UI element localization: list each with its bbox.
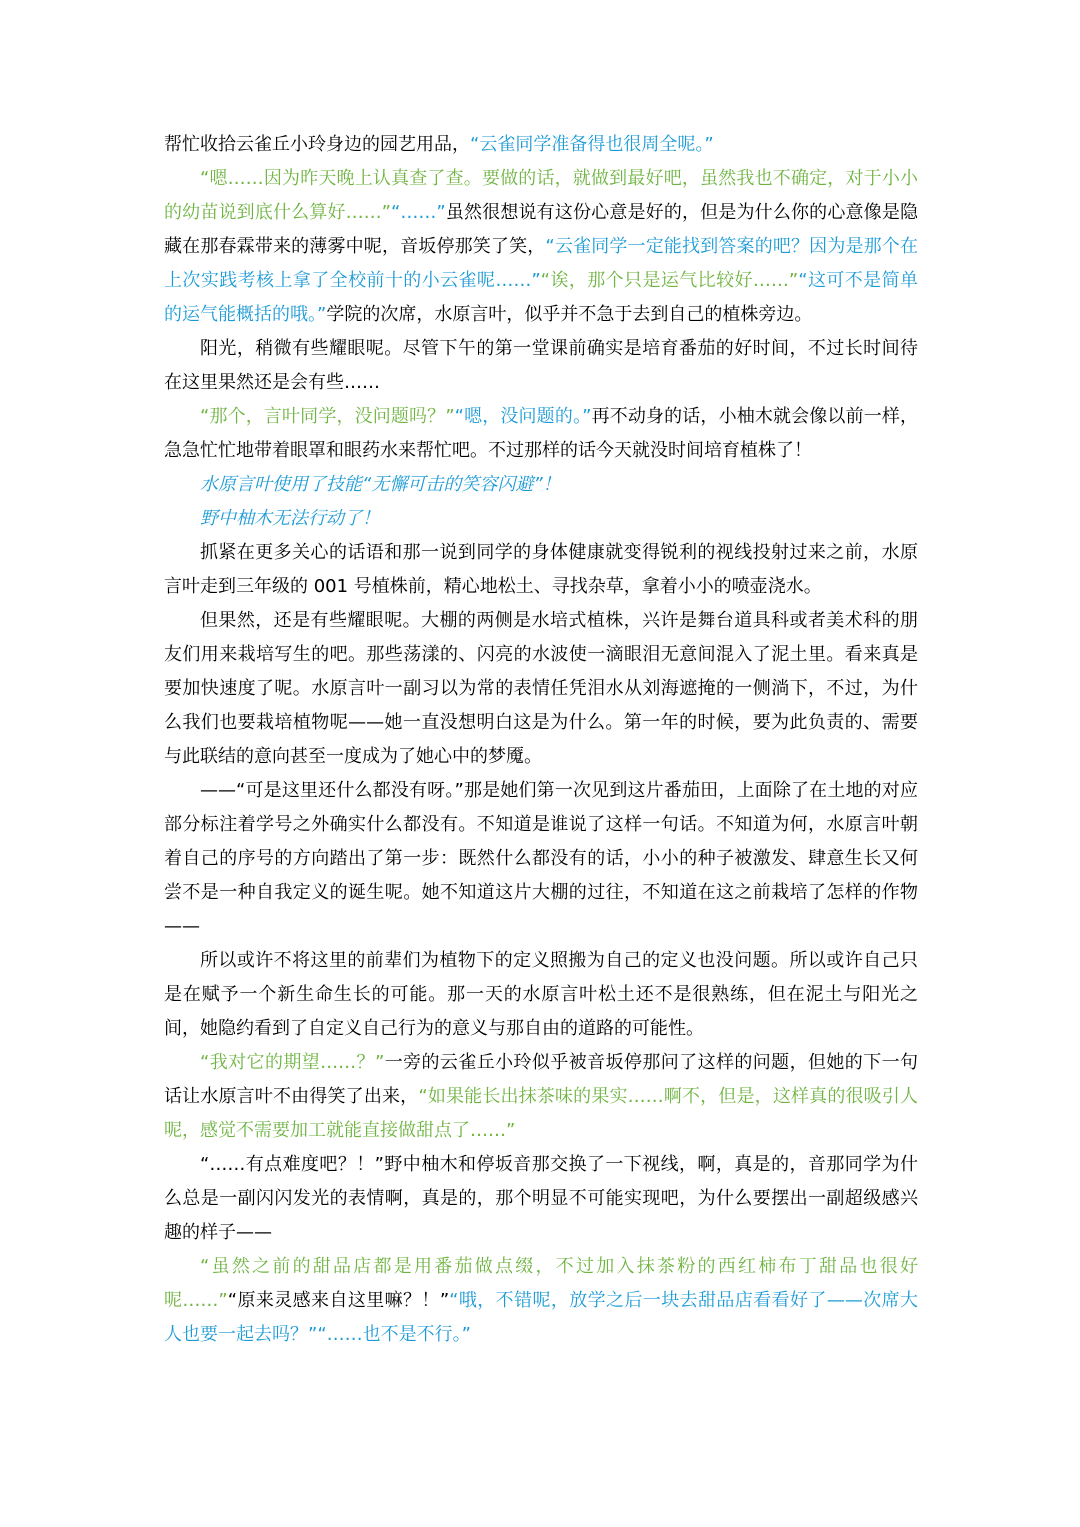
dialogue-blue: “这可不是简单的运气能概括的哦。”: [164, 270, 918, 325]
narration: 学院的次席，水原言叶，似乎并不急于去到自己的植株旁边。: [326, 304, 813, 325]
dialogue-blue: “云雀同学一定能找到答案的吧？因为是那个在上次实践考核上拿了全校前十的小云雀呢……”: [164, 236, 918, 291]
narration: 再不动身的话，小柚木就会像以前一样，急急忙忙地带着眼罩和眼药水来帮忙吧。不过那样的话今天就没时间培育植株了！: [164, 406, 918, 461]
dialogue-blue: “哦，不错呢，放学之后一块去甜品店看看好了——次席大人也要一起去吗？”: [164, 1290, 919, 1345]
paragraph-6: [164, 604, 918, 774]
dialogue-green: “那个，言叶同学，没问题吗？”: [200, 406, 455, 427]
paragraph-2: [164, 162, 918, 332]
dialogue-blue: “云雀同学准备得也很周全呢。”: [470, 134, 714, 155]
narration: 帮忙收拾云雀丘小玲身边的园艺用品，: [164, 134, 470, 155]
dialogue-blue: “……也不是不行。”: [317, 1324, 471, 1345]
dialogue-black: “原来灵感来自这里嘛？！”: [227, 1290, 450, 1311]
system-message-skill: [164, 468, 918, 502]
narration: 所以或许不将这里的前辈们为植物下的定义照搬为自己的定义也没问题。所以或许自己只是在赋予一个新生命生长的可能。那一天的水原言叶松土还不是很熟练，但在泥土与阳光之间，她隐约看到了自定义自己行为的意义与那自由的道路的可能性。: [164, 950, 918, 1039]
narration: 抓紧在更多关心的话语和那一说到同学的身体健康就变得锐利的视线投射过来之前，水原言叶走到三年级的 001 号植株前，精心地松土、寻找杂草，拿着小小的喷壶浇水。: [164, 542, 918, 597]
paragraph-5: [164, 536, 918, 604]
narration: 虽然很想说有这份心意是好的，但是为什么你的心意像是隐藏在那春霖带来的薄雾中呢，音坂停那笑了笑，: [164, 202, 918, 257]
narration: 一旁的云雀丘小玲似乎被音坂停那问了这样的问题，但她的下一句话让水原言叶不由得笑了出来，: [164, 1052, 919, 1107]
narration: 但果然，还是有些耀眼呢。大棚的两侧是水培式植株，兴许是舞台道具科或者美术科的朋友们用来栽培写生的吧。那些荡漾的、闪亮的水波使一滴眼泪无意间混入了泥土里。看来真是要加快速度了呢。水原言叶一副习以为常的表情任凭泪水从刘海遮掩的一侧淌下，不过，为什么我们也要栽培植物呢——她一直没想明白这是为什么。第一年的时候，要为此负责的、需要与此联结的意向甚至一度成为了她心中的梦魇。: [164, 610, 918, 767]
system-text: 水原言叶使用了技能“无懈可击的笑容闪避”！: [200, 474, 561, 495]
dialogue-green: “我对它的期望……？”: [200, 1052, 385, 1073]
dialogue-blue: “嗯，没问题的。”: [454, 406, 592, 427]
paragraph-9: [164, 1046, 918, 1148]
paragraph-11: [164, 1250, 918, 1352]
narration: ——“可是这里还什么都没有呀。”那是她们第一次见到这片番茄田，上面除了在土地的对应部分标注着学号之外确实什么都没有。不知道是谁说了这样一句话。不知道为何，水原言叶朝着自己的序号的方向踏出了第一步：既然什么都没有的话，小小的种子被激发、肆意生长又何尝不是一种自我定义的诞生呢。她不知道这片大棚的过往，不知道在这之前栽培了怎样的作物——: [164, 780, 918, 937]
dialogue-blue: “……”: [391, 202, 446, 223]
paragraph-8: [164, 944, 918, 1046]
paragraph-10: [164, 1148, 918, 1250]
narration: “……有点难度吧？！”野中柚木和停坂音那交换了一下视线，啊，真是的，音那同学为什么总是一副闪闪发光的表情啊，真是的，那个明显不可能实现吧，为什么要摆出一副超级感兴趣的样子——: [164, 1154, 918, 1243]
paragraph-7: [164, 774, 918, 944]
dialogue-green: “诶，那个只是运气比较好……”: [540, 270, 799, 291]
narration: 阳光，稍微有些耀眼呢。尽管下午的第一堂课前确实是培育番茄的好时间，不过长时间待在这里果然还是会有些……: [164, 338, 918, 393]
dialogue-green: “如果能长出抹茶味的果实……啊不，但是，这样真的很吸引人呢，感觉不需要加工就能直接做甜点了……”: [164, 1086, 919, 1141]
paragraph-3: [164, 332, 918, 400]
paragraph-1: [164, 128, 918, 162]
document-body: [164, 128, 918, 1352]
dialogue-green: “虽然之前的甜品店都是用番茄做点缀，不过加入抹茶粉的西红柿布丁甜品也很好呢……”: [164, 1256, 918, 1311]
system-message-status: [164, 502, 918, 536]
dialogue-green: “嗯……因为昨天晚上认真查了查。要做的话，就做到最好吧，虽然我也不确定，对于小小的幼苗说到底什么算好……”: [164, 168, 918, 223]
system-text: 野中柚木无法行动了！: [200, 508, 380, 529]
paragraph-4: [164, 400, 918, 468]
